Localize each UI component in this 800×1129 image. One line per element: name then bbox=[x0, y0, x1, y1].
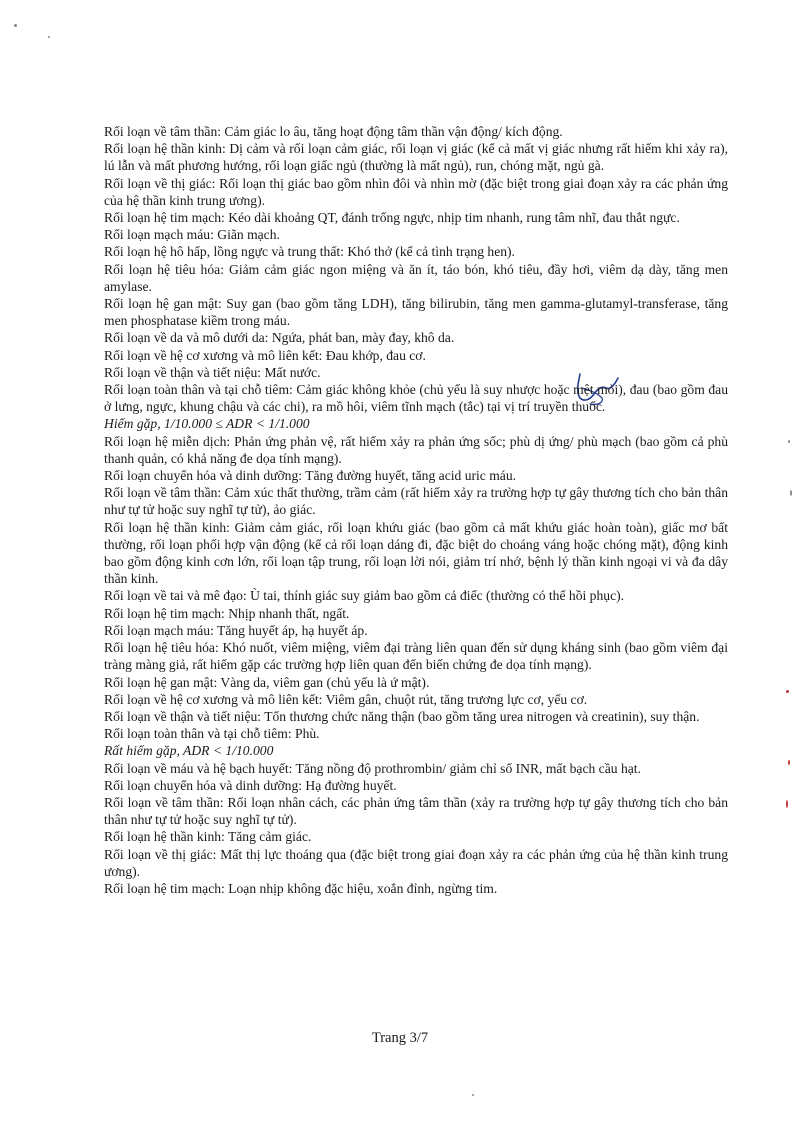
paragraph: Rối loạn hệ gan mật: Vàng da, viêm gan (chủ yếu là ứ mật). bbox=[104, 674, 430, 690]
paragraph: Rối loạn về máu và hệ bạch huyết: Tăng nồng độ prothrombin/ giảm chỉ số INR, mất bạch cầu hạt. bbox=[104, 760, 641, 776]
paragraph: Rối loạn hệ tiêu hóa: Khó nuốt, viêm miệng, viêm đại tràng liên quan đến sử dụng kháng sinh (bao gồm viêm đại tràng màng giả, rất hiếm gặp các trường hợp liên quan đến biến chứng đe dọa tính mạng). bbox=[104, 640, 728, 673]
paragraph: Rối loạn hệ miễn dịch: Phản ứng phản vệ, rất hiếm xảy ra phản ứng sốc; phù dị ứng/ phù mạch (bao gồm cả phù thanh quản, có khả năng đe dọa tính mạng). bbox=[104, 433, 728, 466]
paragraph: Rối loạn về hệ cơ xương và mô liên kết: Viêm gân, chuột rút, tăng trương lực cơ, yếu cơ. bbox=[104, 691, 588, 707]
paragraph: Rối loạn hệ thần kinh: Giảm cảm giác, rối loạn khứu giác (bao gồm cả mất khứu giác hoàn toàn), giấc mơ bất thường, rối loạn phối hợp vận động (kể cả rối loạn dáng đi, đặc biệt do choáng váng hoặc chóng mặt), động kinh bao gồm động kinh cơn lớn, rối loạn tập trung, rối loạn lời nói, giảm trí nhớ, bệnh lý thần kinh ngoại vi và đa dây thần kinh. bbox=[104, 519, 728, 587]
paragraph: Rối loạn về tâm thần: Rối loạn nhân cách, các phản ứng tâm thần (xảy ra trường hợp tự gây thương tích cho bản thân như tự tử hoặc suy nghĩ tự tử). bbox=[104, 794, 728, 828]
paragraph: Rối loạn hệ tiêu hóa: Giảm cảm giác ngon miệng và ăn ít, táo bón, khó tiêu, đầy hơi, viêm dạ dày, tăng men amylase. bbox=[104, 261, 728, 294]
scan-speck bbox=[788, 440, 790, 443]
paragraph: Rối loạn mạch máu: Giãn mạch. bbox=[104, 227, 280, 243]
scan-speck bbox=[790, 490, 792, 496]
paragraph: Rối loạn hệ tim mạch: Kéo dài khoảng QT, đánh trống ngực, nhịp tim nhanh, rung tâm nhĩ, đau thắt ngực. bbox=[104, 210, 680, 226]
frequency-heading-very-rare: Rất hiếm gặp, ADR < 1/10.000 bbox=[104, 743, 274, 759]
paragraph: Rối loạn hệ tim mạch: Nhịp nhanh thất, ngất. bbox=[104, 605, 350, 621]
paragraph: Rối loạn chuyển hóa và dinh dưỡng: Hạ đường huyết. bbox=[104, 777, 397, 793]
scan-speck bbox=[14, 24, 17, 27]
paragraph: Rối loạn toàn thân và tại chỗ tiêm: Phù. bbox=[104, 726, 320, 742]
paragraph: Rối loạn về thị giác: Mất thị lực thoáng qua (đặc biệt trong giai đoạn xảy ra các phản ứng của hệ thần kinh trung ương). bbox=[104, 846, 728, 879]
frequency-heading-rare: Hiếm gặp, 1/10.000 ≤ ADR < 1/1.000 bbox=[104, 416, 310, 432]
scan-speck bbox=[472, 1094, 474, 1096]
scan-speck bbox=[788, 760, 790, 765]
page-number: Trang 3/7 bbox=[371, 1030, 429, 1046]
paragraph: Rối loạn hệ thần kinh: Dị cảm và rối loạn cảm giác, rối loạn vị giác (kể cả mất vị giác nhưng rất hiếm khi xảy ra), lú lẫn và mất phương hướng, rối loạn giấc ngủ (thường là mất ngủ), run, chóng mặt, ngủ gà. bbox=[104, 141, 728, 174]
scan-speck bbox=[48, 36, 50, 38]
paragraph: Rối loạn về tai và mê đạo: Ù tai, thính giác suy giảm bao gồm cả điếc (thường có thể hồi phục). bbox=[104, 588, 625, 604]
paragraph: Rối loạn về hệ cơ xương và mô liên kết: Đau khớp, đau cơ. bbox=[104, 347, 426, 363]
paragraph: Rối loạn về thận và tiết niệu: Mất nước. bbox=[104, 364, 321, 380]
paragraph: Rối loạn về da và mô dưới da: Ngứa, phát ban, mày đay, khô da. bbox=[104, 330, 455, 346]
scan-speck bbox=[786, 800, 788, 808]
paragraph: Rối loạn toàn thân và tại chỗ tiêm: Cảm giác không khỏe (chủ yếu là suy nhược hoặc mệt mỏi), đau (bao gồm đau ở lưng, ngực, khung chậu và các chi), ra mồ hôi, viêm tĩnh mạch (tắc) tại vị trí truyền thuốc. bbox=[104, 382, 728, 415]
document-body bbox=[104, 123, 728, 897]
paragraph: Rối loạn hệ hô hấp, lồng ngực và trung thất: Khó thở (kể cả tình trạng hen). bbox=[104, 244, 515, 260]
paragraph: Rối loạn về tâm thần: Cảm xúc thất thường, trầm cảm (rất hiếm xảy ra trường hợp tự gây thương tích cho bản thân như tự tử hoặc suy nghĩ tự tử), ảo giác. bbox=[104, 485, 728, 518]
paragraph: Rối loạn về thị giác: Rối loạn thị giác bao gồm nhìn đôi và nhìn mờ (đặc biệt trong giai đoạn xảy ra các phản ứng của hệ thần kinh trung ương). bbox=[104, 175, 728, 208]
paragraph: Rối loạn hệ gan mật: Suy gan (bao gồm tăng LDH), tăng bilirubin, tăng men gamma-glutamyl-transferase, tăng men phosphatase kiềm trong máu. bbox=[104, 296, 728, 329]
paragraph: Rối loạn về tâm thần: Cảm giác lo âu, tăng hoạt động tâm thần vận động/ kích động. bbox=[104, 124, 563, 139]
paragraph: Rối loạn chuyển hóa và dinh dưỡng: Tăng đường huyết, tăng acid uric máu. bbox=[104, 468, 517, 484]
scan-speck bbox=[786, 690, 789, 693]
paragraph: Rối loạn hệ tim mạch: Loạn nhịp không đặc hiệu, xoắn đỉnh, ngừng tim. bbox=[104, 880, 498, 896]
paragraph: Rối loạn hệ thần kinh: Tăng cảm giác. bbox=[104, 829, 312, 845]
paragraph: Rối loạn về thận và tiết niệu: Tổn thương chức năng thận (bao gồm tăng urea nitrogen và creatinin), suy thận. bbox=[104, 708, 700, 724]
paragraph: Rối loạn mạch máu: Tăng huyết áp, hạ huyết áp. bbox=[104, 622, 368, 638]
